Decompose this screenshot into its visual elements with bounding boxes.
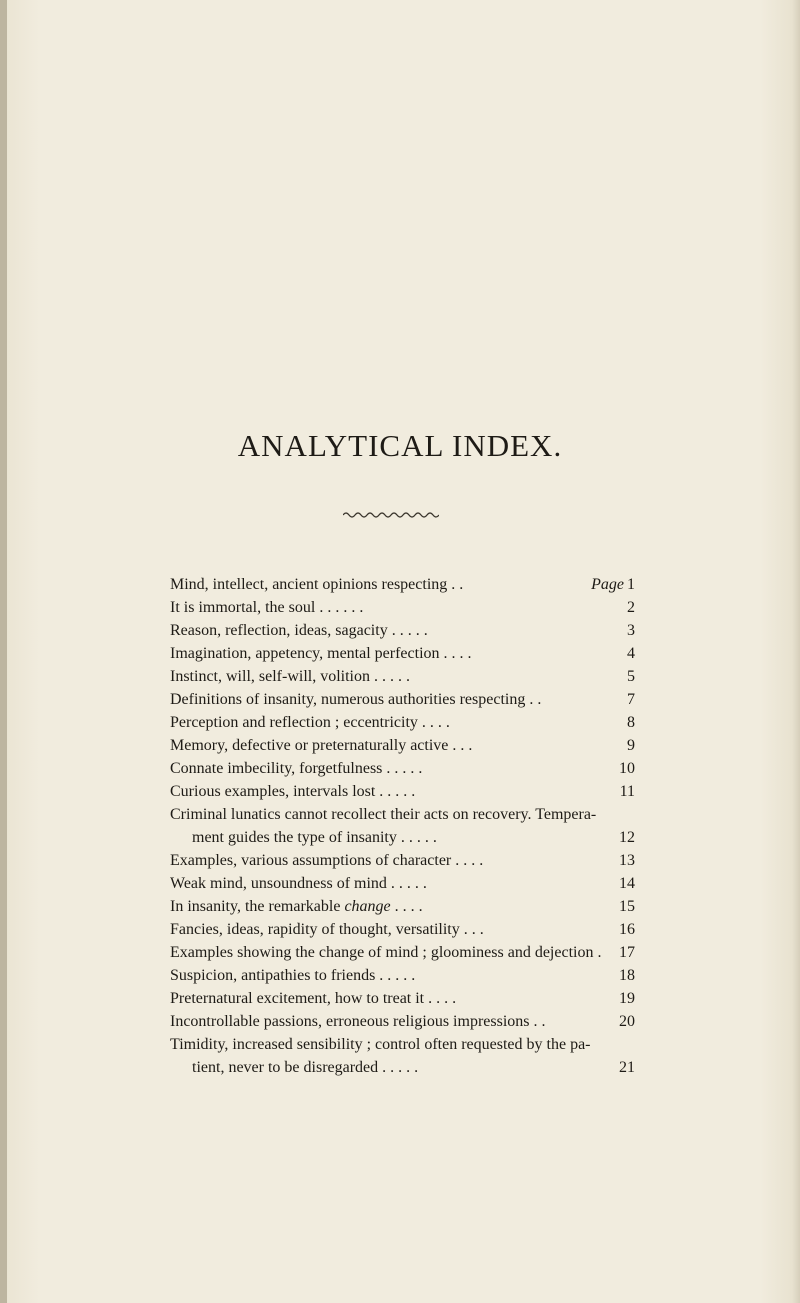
index-entry	[170, 642, 635, 665]
entry-page-number: 19	[619, 990, 635, 1007]
entry-text: Reason, reflection, ideas, sagacity . . . . .	[170, 622, 428, 639]
entry-page-number: 11	[619, 783, 635, 800]
entry-text: Timidity, increased sensibility ; control often requested by the pa-	[170, 1036, 591, 1053]
entry-text: Instinct, will, self-will, volition . . . . .	[170, 668, 410, 685]
entry-continuation: tient, never to be disregarded . . . . .	[192, 1059, 419, 1076]
entry-page-number: 3	[627, 622, 635, 639]
entry-text: Connate imbecility, forgetfulness . . . . .	[170, 760, 423, 777]
index-entry	[170, 596, 635, 619]
entry-continuation: ment guides the type of insanity . . . . .	[192, 829, 437, 846]
entry-text: Perception and reflection ; eccentricity . . . .	[170, 714, 450, 731]
index-entry	[170, 918, 635, 941]
entry-text: Fancies, ideas, rapidity of thought, versatility . . .	[170, 921, 484, 938]
index-entry	[170, 941, 635, 964]
index-entry	[170, 895, 635, 918]
index-entry	[170, 1010, 635, 1033]
index-entry	[170, 780, 635, 803]
entry-text: Definitions of insanity, numerous authorities respecting . .	[170, 691, 542, 708]
entry-page-number: 14	[619, 875, 635, 892]
entry-page-number: 18	[619, 967, 635, 984]
index-entry	[170, 573, 635, 596]
index-entry	[170, 849, 635, 872]
entry-page-number: 16	[619, 921, 635, 938]
entry-text: Examples showing the change of mind ; gloominess and dejection .	[170, 944, 602, 961]
entry-page-number: 7	[627, 691, 635, 708]
entry-page-number: 12	[619, 829, 635, 846]
entry-text: Imagination, appetency, mental perfection . . . .	[170, 645, 472, 662]
index-entry	[170, 757, 635, 780]
entry-page-number: Page 1	[591, 576, 635, 593]
entry-page-number: 21	[619, 1059, 635, 1076]
page-label: Page	[591, 576, 624, 593]
index-entry	[170, 1033, 635, 1079]
entry-page-number: 10	[619, 760, 635, 777]
entry-text: Criminal lunatics cannot recollect their acts on recovery. Tempera-	[170, 806, 597, 823]
entry-text: It is immortal, the soul . . . . . .	[170, 599, 364, 616]
entry-emphasis: change	[344, 898, 391, 915]
entry-text: Weak mind, unsoundness of mind . . . . .	[170, 875, 427, 892]
index-entry	[170, 803, 635, 849]
entry-page-number: 5	[627, 668, 635, 685]
entry-page-number: 13	[619, 852, 635, 869]
entry-text: Memory, defective or preternaturally active . . .	[170, 737, 473, 754]
index-entry	[170, 964, 635, 987]
index-entry	[170, 872, 635, 895]
wavy-rule-ornament	[343, 510, 439, 520]
entry-text: Suspicion, antipathies to friends . . . . .	[170, 967, 416, 984]
index-entry	[170, 688, 635, 711]
page-title: ANALYTICAL INDEX.	[237, 428, 563, 463]
entry-page-number: 2	[627, 599, 635, 616]
entry-page-number: 17	[619, 944, 635, 961]
index-entry	[170, 711, 635, 734]
entry-page-number: 8	[627, 714, 635, 731]
binding-edge	[0, 0, 7, 1303]
entry-page-number: 20	[619, 1013, 635, 1030]
entry-page-number: 15	[619, 898, 635, 915]
entry-text: In insanity, the remarkable change . . . .	[170, 898, 423, 915]
index-entries	[170, 573, 635, 1079]
entry-text: Mind, intellect, ancient opinions respecting . .	[170, 576, 464, 593]
entry-text: Examples, various assumptions of character . . . .	[170, 852, 484, 869]
entry-page-number: 4	[627, 645, 635, 662]
entry-text: Incontrollable passions, erroneous religious impressions . .	[170, 1013, 546, 1030]
index-entry	[170, 619, 635, 642]
index-entry	[170, 734, 635, 757]
entry-page-number: 9	[627, 737, 635, 754]
entry-text: Preternatural excitement, how to treat it . . . .	[170, 990, 457, 1007]
entry-text: Curious examples, intervals lost . . . . .	[170, 783, 416, 800]
index-entry	[170, 987, 635, 1010]
index-entry	[170, 665, 635, 688]
